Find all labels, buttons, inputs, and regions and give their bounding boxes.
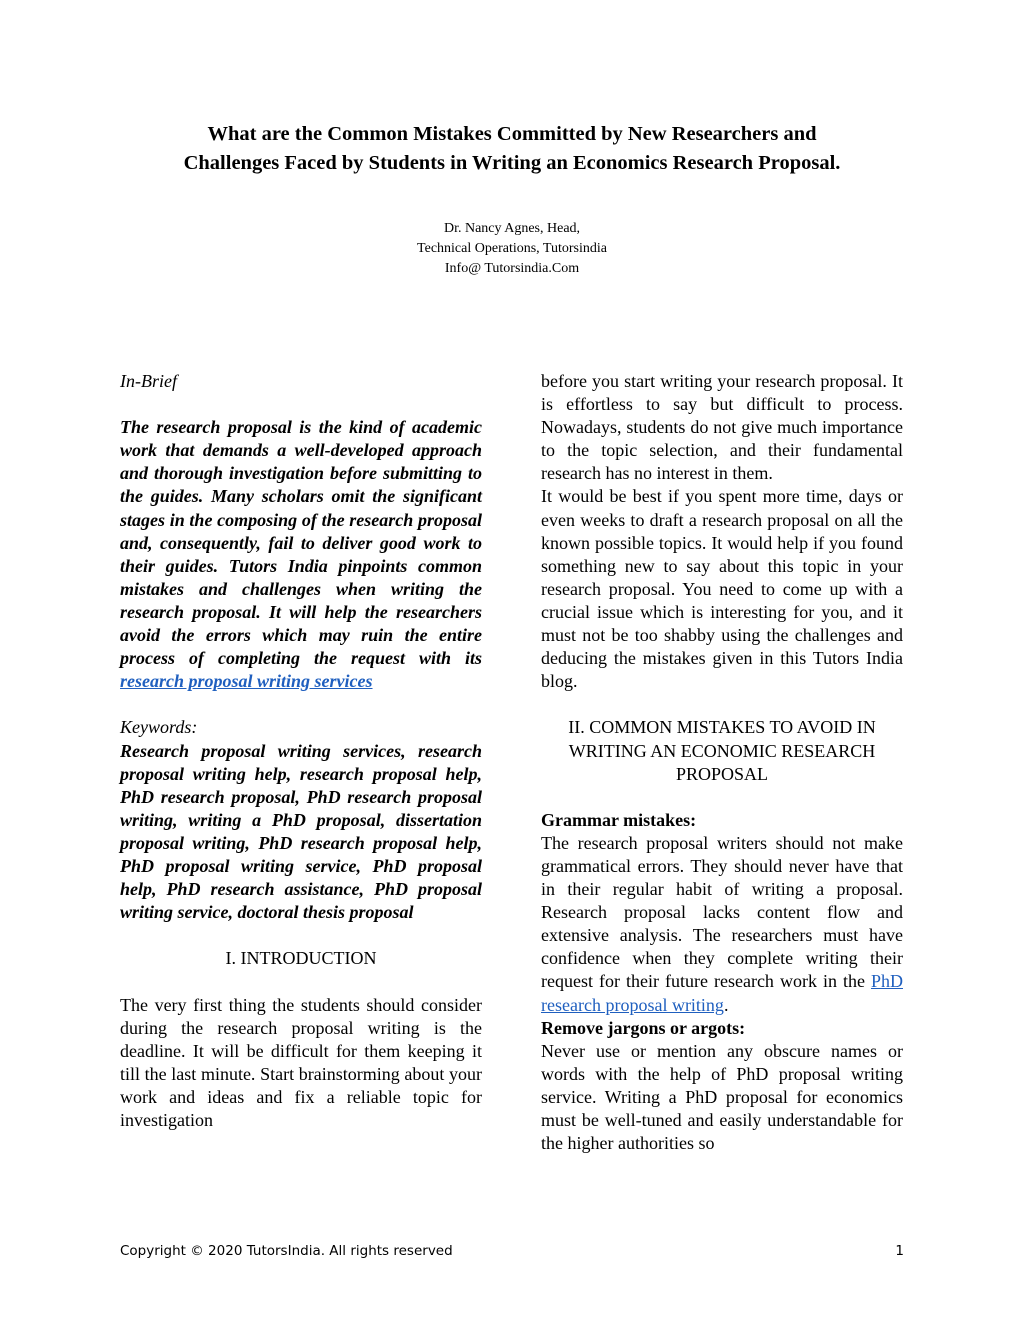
jargon-heading: Remove jargons or argots: <box>541 1017 746 1038</box>
author-name: Dr. Nancy Agnes, Head, <box>443 221 581 236</box>
grammar-heading: Grammar mistakes: <box>541 809 697 830</box>
right-column <box>541 370 903 1155</box>
brief-heading: In-Brief <box>120 371 177 391</box>
grammar-paragraph <box>541 832 903 1017</box>
section-2-heading-line-3: PROPOSAL <box>675 763 769 784</box>
grammar-end: . <box>723 994 729 1015</box>
section-2-heading-line-1: II. COMMON MISTAKES TO AVOID IN <box>568 717 876 738</box>
author-block <box>262 219 762 279</box>
keywords-heading: Keywords: <box>120 717 198 738</box>
introduction-heading: I. INTRODUCTION <box>225 948 377 969</box>
right-paragraph-2: It would be best if you spent more time, days or even weeks to draft a research proposal on all the known possible topics. It would help if you found something new to say about this topic in your research proposal. You need to come up with a crucial issue which is interesting for you, and it must not be too shabby using the challenges and deducing the mistakes given in this Tutors India blog. <box>541 486 903 692</box>
title-line-1: What are the Common Mistakes Committed by New Researchers and <box>207 123 817 145</box>
jargon-text: Never use or mention any obscure names or words with the help of PhD proposal writing service. Writing a PhD proposal for economics must be well-tuned and easily understandable for the higher authorities so <box>541 1040 903 1154</box>
section-2-heading <box>541 716 903 785</box>
page-number: 1 <box>895 1243 904 1259</box>
author-affiliation: Technical Operations, Tutorsindia <box>417 241 607 256</box>
author-email: Info@ Tutorsindia.Com <box>444 261 580 276</box>
brief-paragraph <box>120 416 482 693</box>
grammar-text: The research proposal writers should not make grammatical errors. They should never have that in their regular habit of writing a proposal. Research proposal lacks content flow and extensive analysis. The researchers must have confidence when they complete writing their request for their future research work in the <box>541 832 903 992</box>
introduction-text: The very first thing the students should consider during the research proposal writing is the deadline. It will be difficult for them keeping it till the last minute. Start brainstorming about your work and ideas and fix a reliable topic for investigation <box>120 994 482 1130</box>
brief-text: The research proposal is the kind of academic work that demands a well-developed approach and thorough investigation before submitting to the guides. Many scholars omit the significant stages in the composing of the research proposal and, consequently, fail to deliver good work to their guides. Tutors India pinpoints common mistakes and challenges when writing the research proposal. It will help the researchers avoid the errors which may ruin the entire process of completing the request with its <box>120 417 482 669</box>
right-paragraph-1: before you start writing your research proposal. It is effortless to say but difficult to process. Nowadays, students do not give much importance to the topic selection, and their fundamental research has no interest in them. <box>541 371 903 484</box>
left-column <box>120 370 482 1132</box>
keywords-text: Research proposal writing services, research proposal writing help, research proposal help, PhD research proposal, PhD research proposal writing, writing a PhD proposal, dissertation proposal writing, PhD research proposal help, PhD proposal writing service, PhD proposal help, PhD research assistance, PhD proposal writing service, doctoral thesis proposal <box>120 740 482 923</box>
section-2-heading-line-2: WRITING AN ECONOMIC RESEARCH <box>568 740 876 761</box>
phd-proposal-link[interactable]: PhD research proposal writing <box>541 971 903 1015</box>
research-proposal-link[interactable]: research proposal writing services <box>120 671 373 692</box>
title-line-2: Challenges Faced by Students in Writing an Economics Research Proposal. <box>183 152 841 174</box>
paper-title <box>100 120 924 178</box>
copyright-text: Copyright © 2020 TutorsIndia. All rights reserved <box>120 1243 453 1259</box>
